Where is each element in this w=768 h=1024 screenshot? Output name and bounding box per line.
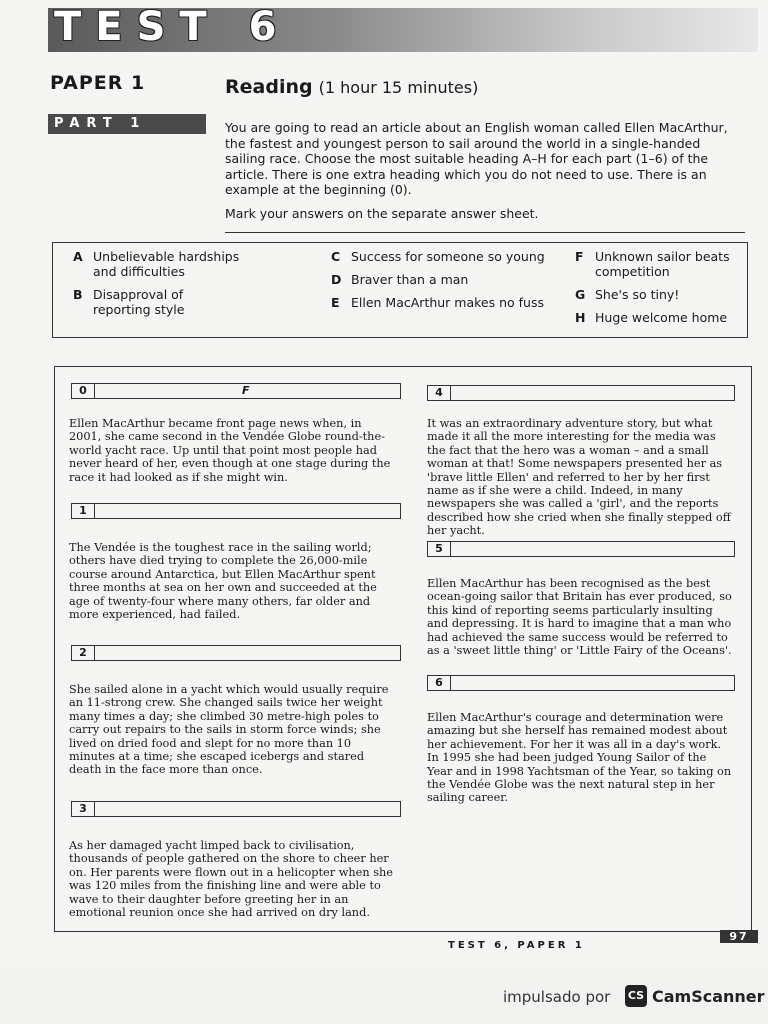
page-number: 97	[720, 930, 758, 943]
page-footer: TEST 6, PAPER 1	[448, 940, 585, 951]
headings-column-2	[331, 249, 561, 318]
answer-box-4[interactable]	[427, 385, 735, 401]
answer-number: 5	[428, 542, 451, 556]
article-paragraph-1: The Vendée is the toughest race in the sailing world; others have died trying to complete the 26,000-mile course around Antarctica, but Ellen MacArthur spent three months at sea on her own and succeeded at the age of twenty-four where many others, far older and more experienced, had failed.	[69, 541, 377, 622]
article-column-left	[69, 383, 399, 923]
paper-label: PAPER 1	[50, 72, 146, 94]
answer-box-5[interactable]	[427, 541, 735, 557]
article-paragraph-2: She sailed alone in a yacht which would usually require an 11-strong crew. She changed sails twice her weight many times a day; she climbed 30 metre-high poles to carry out repairs to the sails in storm force winds; she lived on dried food and slept for no more than 10 minutes at a time; she escaped icebergs and stared death in the face more than once.	[69, 683, 389, 777]
article-paragraph-0: Ellen MacArthur became front page news when, in 2001, she came second in the Vendée Globe round-the-world yacht race. Up until that point most people had never heard of her, even though at one stage during the race it had looked as if she might win.	[69, 417, 391, 484]
article-paragraph-3: As her damaged yacht limped back to civilisation, thousands of people gathered on the shore to cheer her on. Her parents were flown out in a helicopter when she was 120 miles from the finishing line and were able to wave to their daughter before greeting her in an emotional reunion once she had arrived on dry land.	[69, 839, 393, 920]
watermark-brand: CamScanner	[652, 987, 765, 1006]
instructions	[225, 120, 730, 229]
heading-item: A Unbelievable hardships and difficulties	[73, 249, 240, 279]
answer-number: 6	[428, 676, 451, 690]
answer-number: 0	[72, 384, 95, 398]
heading-item: E Ellen MacArthur makes no fuss	[331, 295, 544, 310]
headings-column-1	[73, 249, 243, 325]
instructions-answer-note: Mark your answers on the separate answer sheet.	[225, 205, 539, 221]
watermark-prefix: impulsado por	[503, 988, 611, 1006]
article-box	[54, 366, 752, 932]
camscanner-logo-icon: CS	[625, 985, 647, 1007]
answer-number: 2	[72, 646, 95, 660]
section-duration: (1 hour 15 minutes)	[318, 78, 479, 97]
answer-number: 3	[72, 802, 95, 816]
heading-item: F Unknown sailor beats competition	[575, 249, 730, 279]
headings-box	[52, 242, 748, 338]
article-paragraph-5: Ellen MacArthur has been recognised as the best ocean-going sailor that Britain has ever produced, so this kind of reporting seems particularly insulting and depressing. It is hard to imagine that a man who had achieved the same success would be referred to as a 'sweet little thing' or 'Little Fairy of the Oceans'.	[427, 577, 732, 658]
article-column-right	[427, 385, 737, 805]
test-title: TEST 6	[54, 4, 291, 50]
answer-number: 1	[72, 504, 95, 518]
heading-item: B Disapproval of reporting style	[73, 287, 185, 317]
heading-item: H Huge welcome home	[575, 310, 728, 325]
article-paragraph-4: It was an extraordinary adventure story, but what made it all the more interesting for the media was the fact that the hero was a woman – and a small woman at that! Some newspapers presented her as 'brave little Ellen' and referred to her by her first name as if she were a child. Indeed, in many newspapers she was called a 'girl', and the reports described how she cried when she finally stepped off her yacht.	[427, 417, 731, 538]
example-answer: F	[242, 384, 250, 397]
headings-column-3	[575, 249, 735, 333]
section-heading	[225, 76, 478, 98]
answer-box-1[interactable]	[71, 503, 401, 519]
answer-box-3[interactable]	[71, 801, 401, 817]
divider	[225, 232, 745, 233]
heading-item: G She's so tiny!	[575, 287, 680, 302]
answer-box-6[interactable]	[427, 675, 735, 691]
part-tag: PART 1	[48, 114, 206, 134]
article-paragraph-6: Ellen MacArthur's courage and determination were amazing but she herself has remained modest about her achievement. For her it was all in a day's work. In 1995 she had been judged Young Sailor of the Year and in 1998 Yachtsman of the Year, so taking on the Vendée Globe was the next natural step in her sailing career.	[427, 711, 732, 805]
section-title: Reading	[225, 76, 313, 98]
answer-box-0	[71, 383, 401, 399]
answer-box-2[interactable]	[71, 645, 401, 661]
instructions-text: You are going to read an article about an English woman called Ellen MacArthur, the fastest and youngest person to sail around the world in a single-handed sailing race. Choose the most suitable heading A–H for each part (1–6) of the article. There is one extra heading which you do not need to use. There is an example at the beginning (0).	[225, 120, 728, 197]
heading-item: C Success for someone so young	[331, 249, 545, 264]
heading-item: D Braver than a man	[331, 272, 469, 287]
answer-number: 4	[428, 386, 451, 400]
